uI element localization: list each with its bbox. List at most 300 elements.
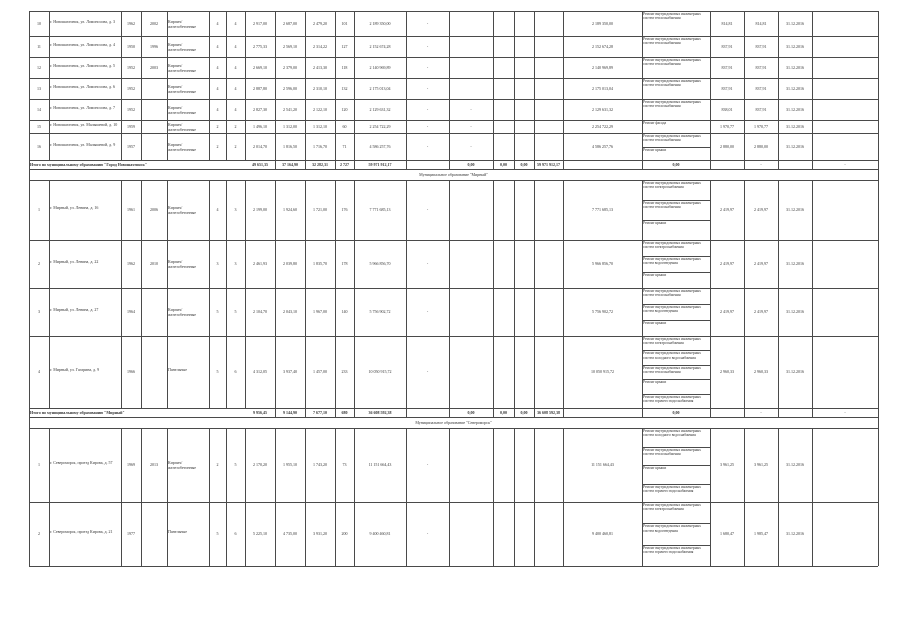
table-rule	[812, 78, 813, 99]
table-cell: 2 960,33	[720, 369, 734, 374]
table-cell: 10 050 915,72	[368, 369, 392, 374]
table-cell: -	[470, 123, 472, 129]
total-label: Итого по муниципальному образованию "Город Новошахтинск"	[30, 161, 148, 167]
table-rule	[141, 78, 142, 99]
table-cell: 36 608 592,38	[537, 409, 560, 415]
table-cell: Панельные	[168, 529, 188, 534]
table-cell: 37 164,90	[282, 161, 298, 167]
table-rule	[167, 336, 168, 408]
section-title: Муниципальное образование "Североморск"	[415, 419, 492, 425]
table-cell: г. Североморск, проезд Кирова, д. 21	[50, 529, 113, 534]
table-rule	[449, 11, 450, 36]
table-cell: -	[426, 207, 429, 212]
table-cell: 2 541,20	[283, 106, 297, 112]
table-cell: 1959	[127, 123, 135, 129]
table-rule	[812, 120, 813, 133]
table-cell: 2 175 013,04	[592, 85, 613, 91]
table-cell: 9 144,90	[283, 409, 297, 415]
table-rule	[534, 78, 535, 99]
table-rule	[778, 408, 779, 417]
table-rule	[878, 160, 879, 169]
table-rule	[29, 36, 878, 37]
table-cell: 0,00	[520, 409, 528, 415]
table-cell: 9 400 460,81	[369, 531, 391, 536]
table-cell: 176	[341, 207, 348, 212]
table-rule	[449, 502, 450, 566]
table-cell: 5 966 856,70	[592, 261, 613, 266]
table-cell: Кирпич/ железобетонные	[168, 205, 197, 215]
table-cell: 59 971 912,17	[368, 161, 392, 167]
table-cell: 2010	[150, 261, 158, 266]
table-rule	[534, 57, 535, 78]
table-cell: 2 152 674,28	[369, 43, 391, 49]
table-cell: 2 419,97	[720, 261, 734, 266]
table-cell: -	[426, 106, 429, 112]
table-cell: 2 419,97	[754, 207, 768, 212]
table-cell: -	[426, 369, 429, 374]
table-cell: 3 961,25	[720, 462, 734, 467]
work-item: Ремонт крыши	[643, 221, 667, 225]
table-rule	[778, 160, 779, 169]
table-cell: 837,91	[721, 64, 733, 70]
table-cell: 2	[216, 462, 219, 467]
table-cell: 7 677,10	[313, 409, 327, 415]
table-cell: 1 816,50	[283, 143, 297, 149]
table-rule	[534, 240, 535, 288]
work-item: Ремонт внутридомовых инженерных систем электроснабжения	[643, 503, 701, 512]
table-cell: 2 917,00	[253, 20, 267, 26]
table-rule	[878, 417, 879, 428]
table-cell: 127	[341, 43, 348, 49]
table-cell: -	[426, 143, 429, 149]
table-rule	[449, 336, 450, 408]
table-rule	[493, 288, 494, 336]
table-rule	[493, 120, 494, 133]
table-cell: 2 140 969,89	[369, 64, 391, 70]
table-cell: г. Новошахтинск, ул. Малышевой, д. 9	[50, 141, 116, 147]
table-cell: 6	[234, 369, 237, 374]
table-cell: Кирпич/ железобетонные	[168, 18, 197, 29]
table-cell: Кирпич/ железобетонные	[168, 259, 197, 269]
table-cell: 2 379,00	[283, 64, 297, 70]
table-cell: 837,91	[755, 106, 767, 112]
table-cell: 0,00	[672, 161, 680, 167]
table-cell: 0,00	[467, 409, 475, 415]
table-cell: 13	[37, 85, 41, 91]
table-rule	[514, 11, 515, 36]
table-rule	[878, 408, 879, 417]
total-label: Итого по муниципальному образованию "Мирный"	[30, 409, 125, 415]
table-rule	[878, 288, 879, 336]
table-rule	[29, 120, 878, 121]
work-item: Ремонт внутридомовых инженерных систем теплоснабжения	[643, 447, 701, 456]
table-cell: 132	[341, 85, 348, 91]
table-cell: 2 152 674,28	[592, 43, 613, 49]
table-cell: -	[470, 143, 472, 149]
table-rule	[878, 36, 879, 57]
work-item: Ремонт внутридомовых инженерных систем теплоснабжения	[643, 12, 701, 21]
table-rule	[514, 120, 515, 133]
table-cell: 31.12.2016	[786, 531, 804, 536]
table-cell: 2 129 631,32	[592, 106, 613, 112]
table-cell: 4	[234, 43, 237, 49]
table-cell: 31.12.2016	[786, 143, 804, 149]
work-item: Ремонт фасада	[643, 121, 667, 125]
table-cell: 101	[341, 20, 348, 26]
table-cell: -	[426, 85, 429, 91]
table-rule	[812, 288, 813, 336]
table-rule	[514, 288, 515, 336]
table-rule	[29, 11, 878, 12]
table-cell: 2 413,30	[313, 64, 327, 70]
table-cell: 2 122,10	[313, 106, 327, 112]
table-rule	[29, 288, 878, 289]
table-cell: 4	[216, 106, 219, 112]
table-cell: -	[426, 123, 429, 129]
table-cell: 16	[37, 143, 41, 149]
table-rule	[812, 180, 813, 240]
table-cell: г. Новошахтинск, ул. Ломоносова, д. 4	[50, 41, 115, 47]
table-cell: 838,01	[721, 106, 733, 112]
table-cell: 1950	[127, 43, 135, 49]
table-cell: 1 967,00	[313, 309, 327, 314]
table-rule	[493, 180, 494, 240]
table-cell: г. Мирный, ул. Гагарина, д. 9	[50, 367, 100, 372]
table-cell: 4 586 257,76	[592, 143, 613, 149]
table-rule	[449, 36, 450, 57]
table-cell: 2 189 350,00	[592, 20, 613, 26]
table-rule	[449, 180, 450, 240]
table-cell: 2003	[150, 64, 158, 70]
table-cell: 15	[37, 123, 41, 129]
table-cell: 2 669,10	[253, 64, 267, 70]
table-cell: 2 314,22	[313, 43, 327, 49]
table-cell: 11 151 664,43	[591, 462, 614, 467]
table-cell: 2 129 631,32	[369, 106, 391, 112]
table-rule	[563, 160, 564, 169]
table-rule	[812, 11, 813, 36]
table-cell: 1966	[127, 369, 135, 374]
table-cell: 31.12.2016	[786, 64, 804, 70]
table-cell: 0,00	[467, 161, 475, 167]
table-cell: 7 771 685,13	[369, 207, 391, 212]
table-cell: 1977	[127, 531, 135, 536]
table-cell: г. Новошахтинск, ул. Малышевой, д. 10	[50, 121, 118, 127]
work-item: Ремонт внутридомовых инженерных систем теплоснабжения	[643, 58, 701, 67]
table-cell: 1 312,00	[283, 123, 297, 129]
table-cell: -	[844, 161, 846, 167]
table-cell: 1962	[127, 261, 135, 266]
table-cell: 31.12.2016	[786, 123, 804, 129]
table-rule	[29, 336, 878, 337]
table-cell: 2 880,00	[754, 143, 768, 149]
table-cell: г. Североморск, проезд Кирова, д. 57	[50, 460, 113, 465]
table-cell: 11	[37, 43, 41, 49]
table-cell: -	[426, 261, 429, 266]
table-cell: Кирпич/ железобетонные	[168, 104, 197, 115]
table-cell: 1	[38, 207, 40, 212]
table-cell: 2 175 013,04	[369, 85, 391, 91]
table-cell: 2	[234, 123, 237, 129]
table-cell: 2 254 722,29	[592, 123, 613, 129]
table-rule	[534, 336, 535, 408]
table-cell: 2	[216, 123, 219, 129]
table-rule	[514, 36, 515, 57]
table-rule	[29, 180, 878, 181]
table-cell: 2 419,97	[720, 309, 734, 314]
table-rule	[514, 240, 515, 288]
table-cell: -	[760, 409, 762, 415]
table-cell: 3 931,20	[313, 531, 327, 536]
table-cell: -	[470, 106, 472, 112]
table-rule	[49, 288, 50, 336]
table-cell: 4	[234, 106, 237, 112]
table-rule	[812, 240, 813, 288]
table-cell: 2 199,00	[253, 207, 267, 212]
table-cell: 9 956,45	[253, 409, 267, 415]
table-cell: 2006	[150, 207, 158, 212]
table-rule	[710, 160, 711, 169]
table-rule	[141, 99, 142, 120]
table-rule	[878, 133, 879, 160]
work-item: Ремонт внутридомовых инженерных систем теплоснабжения	[643, 201, 701, 210]
table-rule	[514, 502, 515, 566]
table-cell: 2 880,00	[720, 143, 734, 149]
table-cell: Кирпич/ железобетонные	[168, 460, 197, 470]
table-cell: 837,91	[755, 43, 767, 49]
table-rule	[49, 336, 50, 408]
table-rule	[878, 428, 879, 502]
table-cell: 2	[216, 143, 219, 149]
table-rule	[534, 180, 535, 240]
table-cell: 2 170,20	[253, 462, 267, 467]
table-cell: Кирпич/ железобетонные	[168, 307, 197, 317]
table-cell: 9 400 460,81	[592, 531, 613, 536]
table-cell: 4 735,00	[283, 531, 297, 536]
table-rule	[812, 133, 813, 160]
table-cell: 140	[341, 309, 348, 314]
table-cell: 2 569,10	[283, 43, 297, 49]
table-cell: 31.12.2016	[786, 462, 804, 467]
table-cell: 2 189 350,00	[369, 20, 391, 26]
table-cell: 1952	[127, 64, 135, 70]
table-cell: 11 151 664,43	[368, 462, 392, 467]
table-cell: 1	[38, 462, 40, 467]
table-rule	[514, 428, 515, 502]
table-cell: 31.12.2016	[786, 369, 804, 374]
table-cell: 3	[38, 309, 40, 314]
table-rule	[878, 336, 879, 408]
table-cell: г. Мирный, ул. Ленина, д. 16	[50, 205, 99, 210]
table-cell: 200	[341, 531, 348, 536]
table-rule	[493, 240, 494, 288]
table-cell: 32 282,31	[312, 161, 328, 167]
table-rule	[812, 336, 813, 408]
work-item: Ремонт внутридомовых инженерных систем электроснабжения	[643, 181, 701, 190]
table-cell: 1 955,10	[283, 462, 297, 467]
table-cell: 49 651,35	[252, 161, 268, 167]
table-rule	[534, 11, 535, 36]
table-rule	[563, 408, 564, 417]
table-cell: -	[426, 43, 429, 49]
table-cell: 233	[341, 369, 348, 374]
table-cell: г. Мирный, ул. Ленина, д. 22	[50, 259, 99, 264]
section-title: Муниципальное образование "Мирный"	[419, 171, 488, 177]
table-rule	[29, 78, 878, 79]
table-cell: 2 727	[340, 161, 349, 167]
table-cell: 178	[341, 261, 348, 266]
table-cell: 118	[341, 64, 348, 70]
table-rule	[29, 428, 878, 429]
table-rule	[141, 288, 142, 336]
table-cell: 4	[216, 207, 219, 212]
table-cell: 31.12.2016	[786, 207, 804, 212]
table-cell: Кирпич/ железобетонные	[168, 141, 197, 152]
table-cell: 36 608 592,38	[368, 409, 392, 415]
table-rule	[449, 428, 450, 502]
table-cell: 1 835,70	[313, 261, 327, 266]
table-cell: 31.12.2016	[786, 85, 804, 91]
table-cell: 120	[341, 106, 348, 112]
table-rule	[29, 99, 878, 100]
table-rule	[29, 502, 878, 503]
table-rule	[878, 240, 879, 288]
table-cell: 59 971 912,17	[537, 161, 560, 167]
table-rule	[710, 408, 711, 417]
table-rule	[534, 502, 535, 566]
table-cell: 2 014,70	[253, 143, 267, 149]
table-cell: Кирпич/ железобетонные	[168, 41, 197, 52]
table-cell: 60	[342, 123, 347, 129]
table-rule	[449, 240, 450, 288]
table-rule	[878, 11, 879, 36]
table-cell: 2002	[150, 20, 158, 26]
table-cell: 1 970,77	[754, 123, 768, 129]
table-cell: 2 140 969,89	[592, 64, 613, 70]
table-cell: г. Новошахтинск, ул. Ломоносова, д. 3	[50, 18, 115, 24]
table-rule	[406, 160, 407, 169]
table-cell: 4	[216, 85, 219, 91]
table-cell: 5 966 856,70	[369, 261, 391, 266]
table-rule	[878, 120, 879, 133]
table-rule	[141, 502, 142, 566]
table-cell: 31.12.2016	[786, 20, 804, 26]
table-cell: Кирпич/ железобетонные	[168, 62, 197, 73]
table-cell: 71	[342, 143, 347, 149]
work-item: Ремонт внутридомовых инженерных систем теплоснабжения	[643, 289, 701, 298]
table-cell: -	[844, 409, 846, 415]
table-cell: 5	[234, 309, 237, 314]
table-cell: 31.12.2016	[786, 43, 804, 49]
table-cell: 3 961,25	[754, 462, 768, 467]
table-cell: 2 310,10	[313, 85, 327, 91]
work-item: Ремонт внутридомовых инженерных систем теплоснабжения	[643, 365, 701, 374]
table-cell: 5 225,10	[253, 531, 267, 536]
table-cell: 1996	[150, 43, 158, 49]
work-item: Ремонт внутридомовых инженерных систем электроснабжения	[643, 241, 701, 250]
table-cell: г. Новошахтинск, ул. Ломоносова, д. 7	[50, 104, 115, 110]
table-rule	[29, 133, 878, 134]
work-item: Ремонт крыши	[643, 380, 667, 385]
table-cell: 31.12.2016	[786, 106, 804, 112]
table-cell: 4	[234, 20, 237, 26]
table-cell: 2 419,97	[754, 309, 768, 314]
table-cell: 2	[38, 531, 40, 536]
table-rule	[812, 502, 813, 566]
table-rule	[493, 78, 494, 99]
table-cell: 814,81	[755, 20, 767, 26]
table-rule	[878, 502, 879, 566]
table-rule	[534, 428, 535, 502]
table-cell: 2 043,10	[283, 309, 297, 314]
table-cell: 1961	[127, 207, 135, 212]
work-item: Ремонт крыши	[643, 321, 667, 325]
table-cell: 1962	[127, 20, 135, 26]
table-cell: 2 104,70	[253, 309, 267, 314]
table-cell: -	[426, 462, 429, 467]
table-cell: 0,00	[500, 409, 507, 415]
table-rule	[449, 288, 450, 336]
table-cell: 4	[234, 64, 237, 70]
table-rule	[449, 57, 450, 78]
table-cell: 2 461,93	[253, 261, 267, 266]
table-cell: г. Новошахтинск, ул. Ломоносова, д. 6	[50, 83, 115, 89]
table-rule	[29, 566, 878, 567]
table-rule	[49, 240, 50, 288]
table-rule	[493, 502, 494, 566]
table-rule	[29, 169, 878, 170]
table-rule	[878, 180, 879, 240]
table-rule	[878, 78, 879, 99]
table-cell: 6	[234, 531, 237, 536]
table-cell: 3	[234, 261, 237, 266]
work-item: Ремонт крыши	[643, 273, 667, 277]
work-item: Ремонт крыши	[643, 147, 667, 152]
table-rule	[534, 36, 535, 57]
table-rule	[406, 408, 407, 417]
table-cell: 1 716,70	[313, 143, 327, 149]
table-cell: 5 756 902,72	[592, 309, 613, 314]
table-cell: 2 479,20	[313, 20, 327, 26]
work-item: Ремонт внутридомовых инженерных систем холодного водоснабжения	[643, 429, 701, 438]
table-rule	[534, 99, 535, 120]
table-cell: 1 457,00	[313, 369, 327, 374]
table-cell: 3 937,40	[283, 369, 297, 374]
table-cell: 2	[234, 143, 237, 149]
table-rule	[878, 99, 879, 120]
table-cell: 5	[234, 462, 237, 467]
table-cell: 4 312,05	[253, 369, 267, 374]
table-cell: 10 050 915,72	[591, 369, 614, 374]
work-item: Ремонт внутридомовых инженерных систем электроснабжения	[643, 337, 701, 346]
table-cell: 837,91	[755, 85, 767, 91]
work-item: Ремонт внутридомовых инженерных систем теплоснабжения	[643, 100, 701, 109]
table-cell: 2013	[150, 462, 158, 467]
table-cell: Кирпич/ железобетонные	[168, 83, 197, 94]
table-rule	[49, 428, 50, 502]
table-cell: 0,00	[500, 161, 507, 167]
table-cell: 5	[216, 531, 219, 536]
table-cell: 1 680,47	[720, 531, 734, 536]
table-rule	[493, 57, 494, 78]
table-cell: 1952	[127, 85, 135, 91]
table-cell: 4 586 257,76	[369, 143, 391, 149]
table-rule	[534, 120, 535, 133]
table-rule	[642, 502, 643, 566]
table-cell: 2 775,33	[253, 43, 267, 49]
table-cell: 2 687,00	[283, 20, 297, 26]
table-cell: 4	[216, 43, 219, 49]
